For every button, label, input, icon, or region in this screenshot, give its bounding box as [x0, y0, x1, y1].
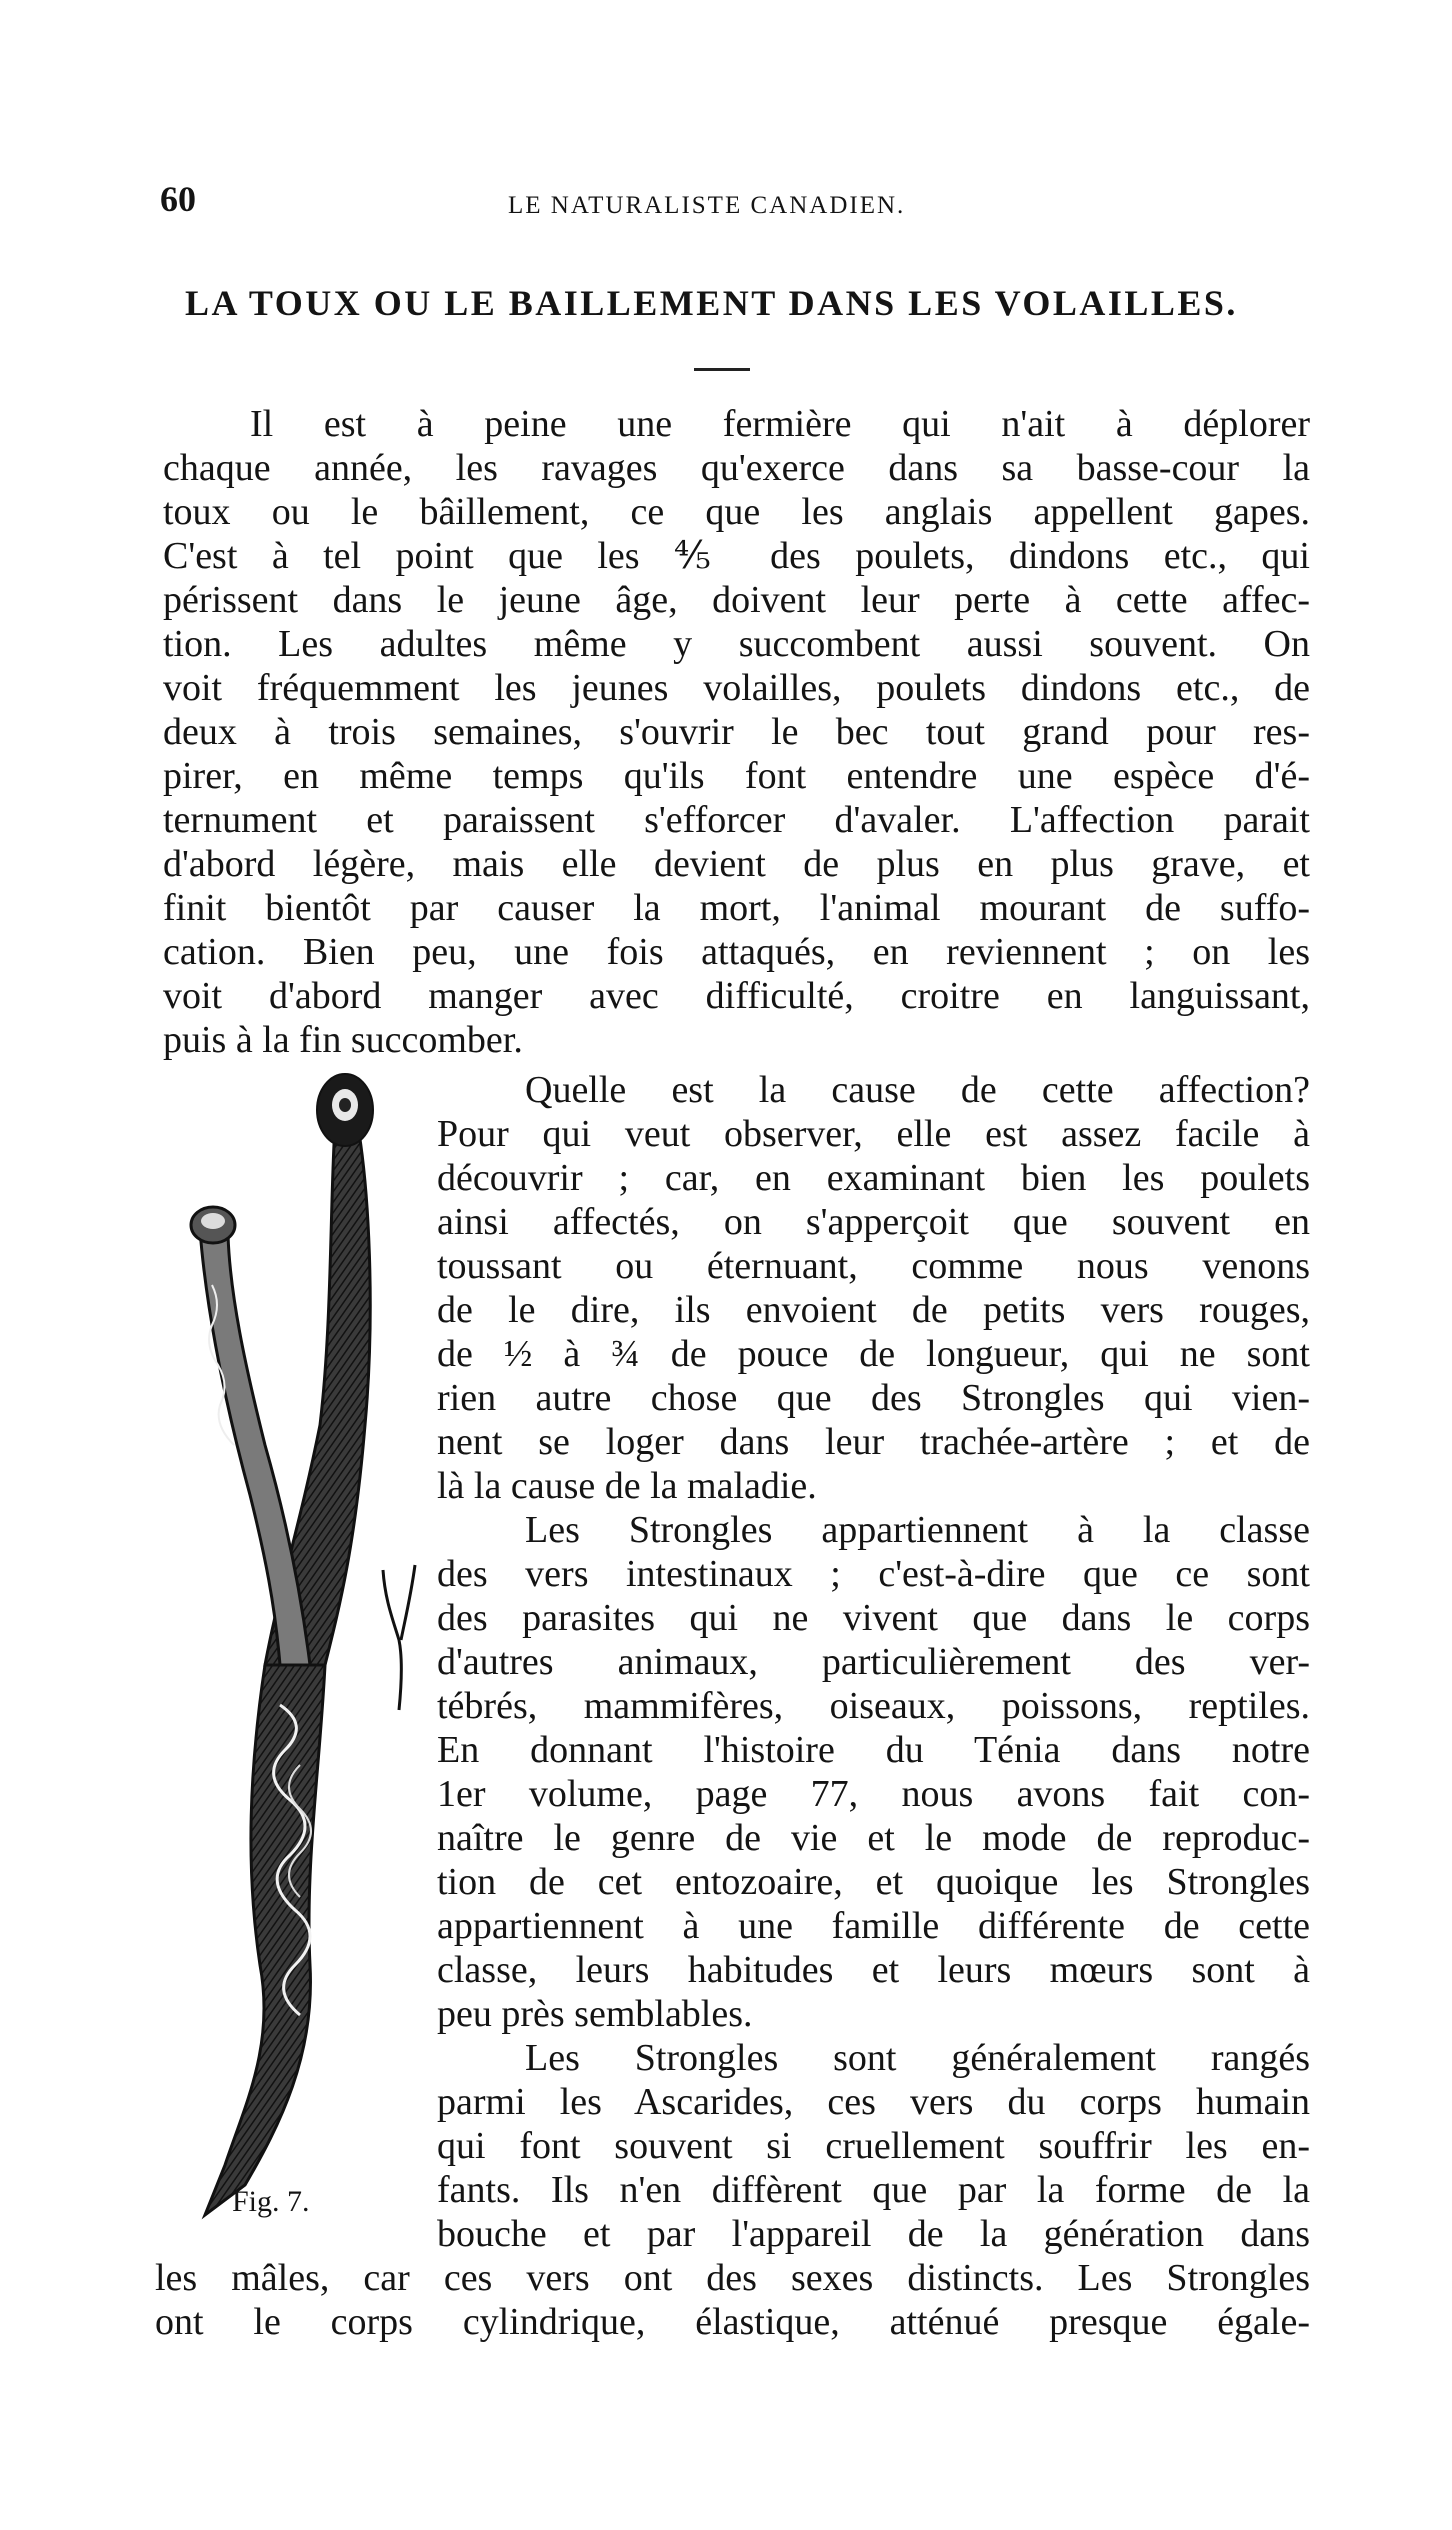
- text-line: 1er volume, page 77, nous avons fait con-: [437, 1773, 1310, 1815]
- text-line: bouche et par l'appareil de la génération dans: [437, 2213, 1310, 2255]
- text-line: tébrés, mammifères, oiseaux, poissons, reptiles.: [437, 1685, 1310, 1727]
- text-line: d'abord légère, mais elle devient de plus en plus grave, et: [163, 843, 1310, 885]
- text-line: voit d'abord manger avec difficulté, croitre en languissant,: [163, 975, 1310, 1017]
- text-line: En donnant l'histoire du Ténia dans notre: [437, 1729, 1310, 1771]
- text-line: parmi les Ascarides, ces vers du corps humain: [437, 2081, 1310, 2123]
- text-line: pirer, en même temps qu'ils font entendre une espèce d'é-: [163, 755, 1310, 797]
- text-line: deux à trois semaines, s'ouvrir le bec tout grand pour res-: [163, 711, 1310, 753]
- actual-size-worm-icon: [375, 1560, 425, 1720]
- text-line: de ½ à ¾ de pouce de longueur, qui ne sont: [437, 1333, 1310, 1375]
- text-line: cation. Bien peu, une fois attaqués, en reviennent ; on les: [163, 931, 1310, 973]
- text-line: de le dire, ils envoient de petits vers rouges,: [437, 1289, 1310, 1331]
- text-line: classe, leurs habitudes et leurs mœurs sont à: [437, 1949, 1310, 1991]
- text-line: tion de cet entozoaire, et quoique les Strongles: [437, 1861, 1310, 1903]
- text-line: Les Strongles appartiennent à la classe: [525, 1509, 1310, 1551]
- text-line: les mâles, car ces vers ont des sexes distincts. Les Strongles: [155, 2257, 1310, 2299]
- text-line: d'autres animaux, particulièrement des ver-: [437, 1641, 1310, 1683]
- text-line: des vers intestinaux ; c'est-à-dire que ce sont: [437, 1553, 1310, 1595]
- text-line: finit bientôt par causer la mort, l'animal mourant de suffo-: [163, 887, 1310, 929]
- text-line: chaque année, les ravages qu'exerce dans sa basse-cour la: [163, 447, 1310, 489]
- text-line: tion. Les adultes même y succombent aussi souvent. On: [163, 623, 1310, 665]
- text-line: voit fréquemment les jeunes volailles, poulets dindons etc., de: [163, 667, 1310, 709]
- text-line: découvrir ; car, en examinant bien les poulets: [437, 1157, 1310, 1199]
- text-line: toux ou le bâillement, ce que les anglais appellent gapes.: [163, 491, 1310, 533]
- text-line: fants. Ils n'en diffèrent que par la forme de la: [437, 2169, 1310, 2211]
- text-line: Les Strongles sont généralement rangés: [525, 2037, 1310, 2079]
- text-line: Il est à peine une fermière qui n'ait à déplorer: [250, 403, 1310, 445]
- text-line: C'est à tel point que les ⅘ des poulets, dindons etc., qui: [163, 535, 1310, 577]
- text-line: ternument et paraissent s'efforcer d'avaler. L'affection parait: [163, 799, 1310, 841]
- text-line: peu près semblables.: [437, 1993, 753, 2035]
- text-line: des parasites qui ne vivent que dans le corps: [437, 1597, 1310, 1639]
- text-line: ont le corps cylindrique, élastique, atténué presque égale-: [155, 2301, 1310, 2343]
- figure-caption: Fig. 7.: [232, 2185, 310, 2218]
- text-line: Pour qui veut observer, elle est assez facile à: [437, 1113, 1310, 1155]
- text-line: toussant ou éternuant, comme nous venons: [437, 1245, 1310, 1287]
- text-line: là la cause de la maladie.: [437, 1465, 817, 1507]
- title-rule: [694, 368, 750, 371]
- text-line: appartiennent à une famille différente de cette: [437, 1905, 1310, 1947]
- article-title: LA TOUX OU LE BAILLEMENT DANS LES VOLAILLES.: [185, 283, 1238, 323]
- text-line: périssent dans le jeune âge, doivent leur perte à cette affec-: [163, 579, 1310, 621]
- text-line: nent se loger dans leur trachée-artère ; et de: [437, 1421, 1310, 1463]
- text-line: qui font souvent si cruellement souffrir les en-: [437, 2125, 1310, 2167]
- text-line: ainsi affectés, on s'apperçoit que souvent en: [437, 1201, 1310, 1243]
- page-number: 60: [160, 179, 196, 219]
- running-head: LE NATURALISTE CANADIEN.: [508, 192, 906, 219]
- text-line: Quelle est la cause de cette affection?: [525, 1069, 1310, 1111]
- text-line: naître le genre de vie et le mode de reproduc-: [437, 1817, 1310, 1859]
- text-line: puis à la fin succomber.: [163, 1019, 523, 1061]
- text-line: rien autre chose que des Strongles qui vien-: [437, 1377, 1310, 1419]
